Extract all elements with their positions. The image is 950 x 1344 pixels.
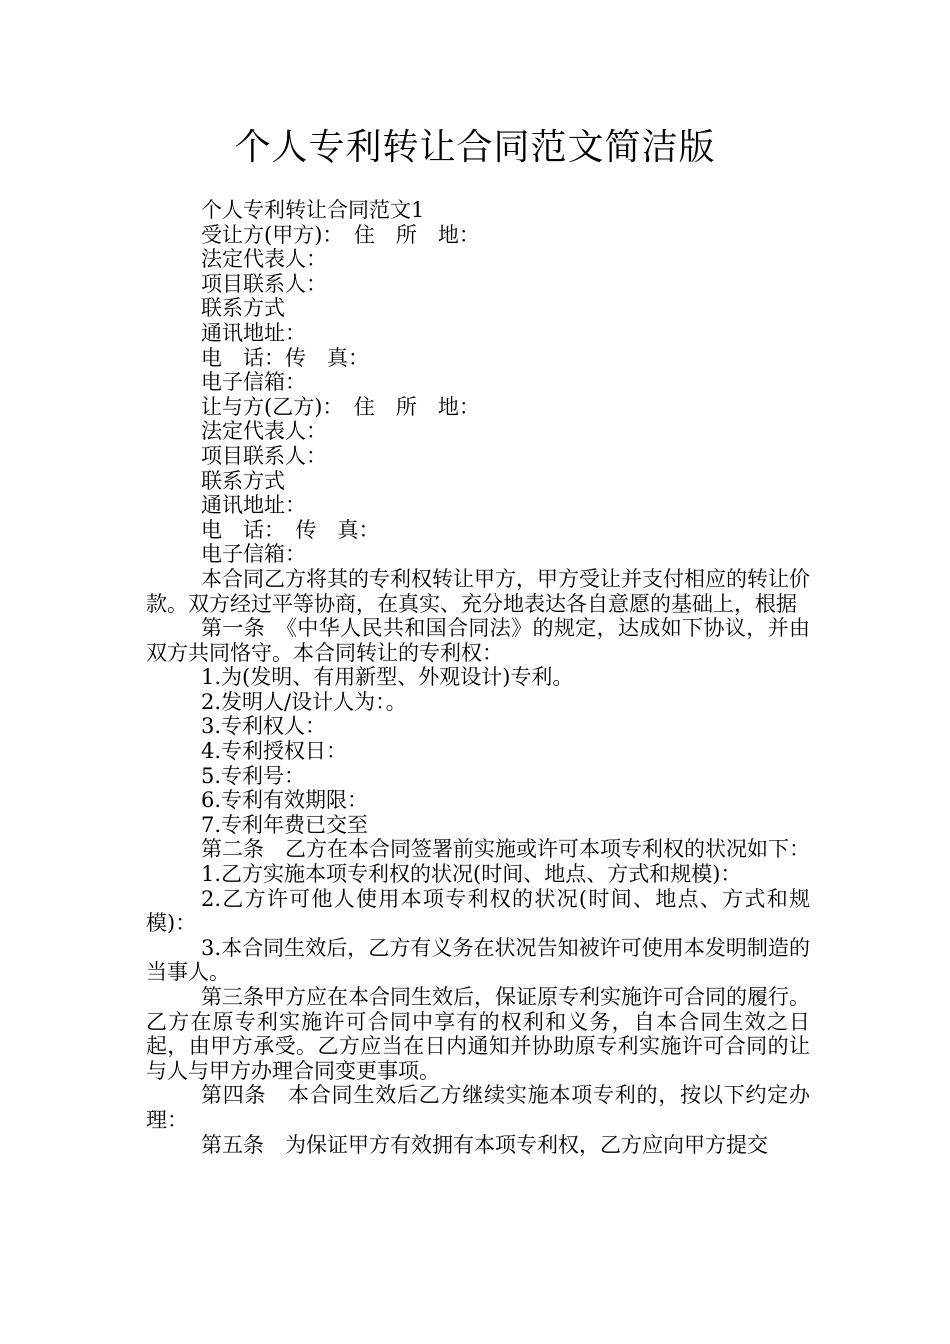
party-a-contact-person: 项目联系人： [201, 271, 327, 296]
article-1-item: 3.专利权人： [201, 714, 327, 739]
party-b-contact: 联系方式 [201, 468, 285, 493]
article-1-item: 4.专利授权日： [201, 739, 348, 764]
article-1-item: 7.专利年费已交至 [201, 812, 369, 837]
party-a-contact: 联系方式 [201, 296, 285, 321]
intro-paragraph: 本合同乙方将其的专利权转让甲方，甲方受让并支付相应的转让价 款。双方经过平等协商，在真实、充分地表达各自意愿的基础上，根据 [146, 566, 831, 616]
party-a-representative: 法定代表人： [201, 247, 327, 272]
section-heading: 个人专利转让合同范文1 [201, 198, 425, 222]
party-a-email: 电子信箱： [201, 370, 306, 395]
party-b-contact-person: 项目联系人： [201, 443, 327, 468]
article-2-item: 2.乙方许可他人使用本项专利权的状况(时间、地点、方式和规模)： [146, 886, 810, 936]
party-b-email: 电子信箱： [201, 542, 306, 567]
article-5-text: 第五条 为保证甲方有效拥有本项专利权，乙方应向甲方提交 [201, 1132, 768, 1157]
article-4-text: 第四条 本合同生效后乙方继续实施本项专利的，按以下约定办理： [146, 1083, 810, 1132]
party-b-representative: 法定代表人： [201, 419, 327, 444]
party-b-phone-fax: 电 话： 传 真： [201, 517, 380, 542]
party-a-address: 通讯地址： [201, 320, 306, 345]
article-1-item: 5.专利号： [201, 763, 306, 788]
article-1-text: 第一条 《中华人民共和国合同法》的规定，达成如下协议，并由双方共同恪守。本合同转让的专利权： [146, 616, 810, 665]
article-1-item: 6.专利有效期限： [201, 788, 369, 813]
article-2-item: 3.本合同生效后，乙方有义务在状况告知被许可使用本发明制造的当事人。 [146, 935, 810, 985]
article-1-item: 2.发明人/设计人为：。 [201, 689, 407, 714]
article-1-item: 1.为(发明、有用新型、外观设计)专利。 [201, 665, 574, 690]
article-3-text: 第三条甲方应在本合同生效后，保证原专利实施许可合同的履行。乙方在原专利实施许可合同中享有的权利和义务，自本合同生效之日起，由甲方承受。乙方应当在日内通知并协助原专利实施许可合同的让与人与甲方办理合同变更事项。 [146, 985, 810, 1083]
document-title: 个人专利转让合同范文简洁版 [234, 127, 716, 168]
article-2-item: 1.乙方实施本项专利权的状况(时间、地点、方式和规模)： [201, 862, 742, 887]
party-a-phone-fax: 电 话：传 真： [201, 345, 369, 370]
article-2-text: 第二条 乙方在本合同签署前实施或许可本项专利权的状况如下： [201, 837, 810, 862]
document-body [146, 198, 831, 1157]
party-b-label: 让与方(乙方)： 住 所 地： [201, 394, 480, 419]
party-b-address: 通讯地址： [201, 493, 306, 518]
party-a-label: 受让方(甲方)： 住 所 地： [201, 222, 480, 247]
